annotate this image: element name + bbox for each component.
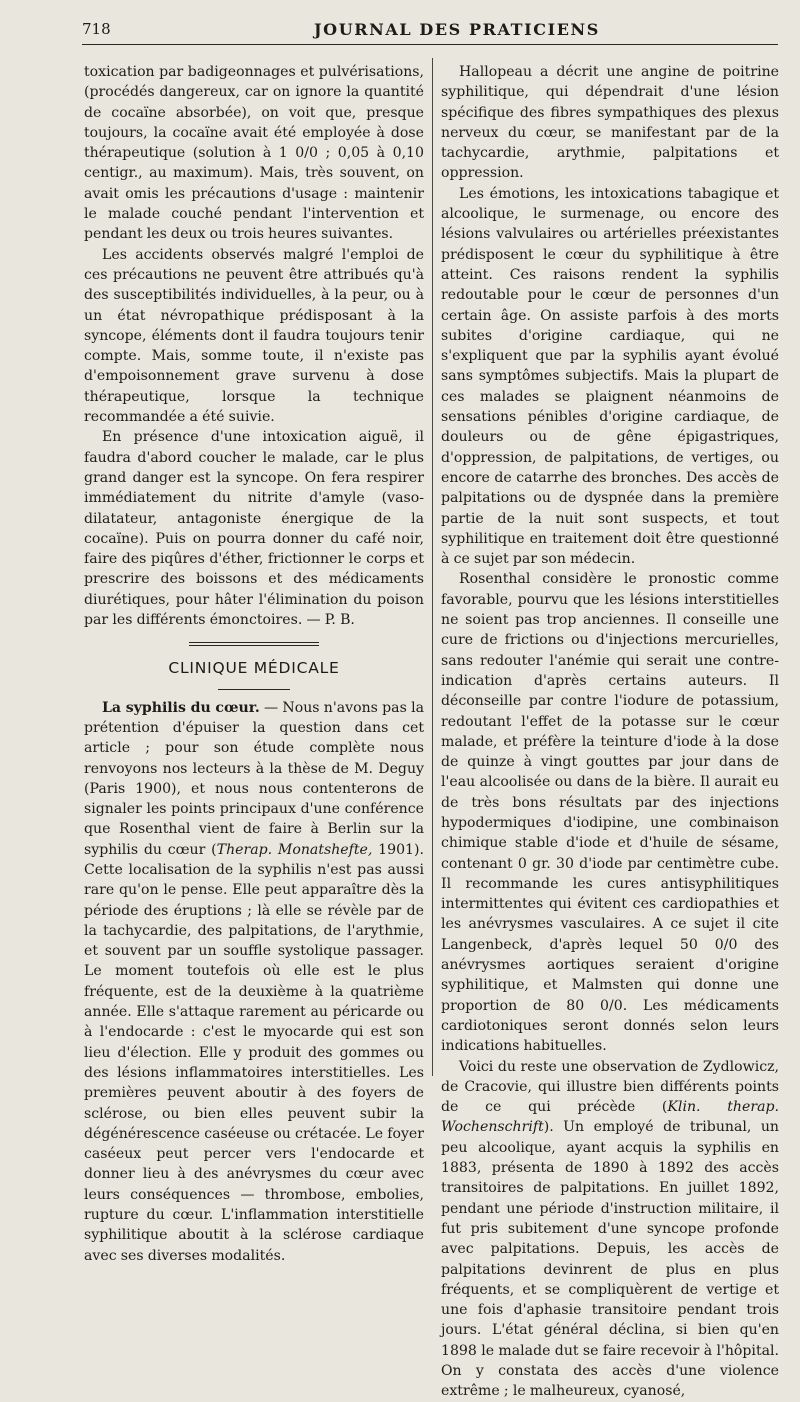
citation-therap-monatshefte: Therap. Monatshefte, bbox=[216, 841, 373, 858]
paragraph-precautions: Les accidents observés malgré l'emploi de ces précautions ne peuvent être attribués qu'à des susceptibilités individuelles, à la peur, ou à un état névropathique prédisposant à la syncope, éléments dont il faudra toujours tenir compte. Mais, somme toute, il n'existe pas d'empoisonnement grave survenu à dose thérapeutique, lorsque la technique recommandée a été suivie. bbox=[84, 246, 424, 426]
article-intro-paragraph bbox=[84, 698, 424, 1266]
page-number: 718 bbox=[82, 20, 111, 38]
section-title-rule bbox=[218, 689, 290, 690]
paragraph-rosenthal-treatment: Rosenthal considère le pronostic comme favorable, pourvu que les lésions interstitielles ne soient pas trop anciennes. Il conseille une cure de frictions ou d'injections mercurielles, sans redouter l'anémie qui serait une contre-indication d'après certains auteurs. Il déconseille par contre l'iodure de potassium, redoutant l'effet de la potasse sur le cœur malade, et préfère la teinture d'iode à la dose de quinze à vingt gouttes par jour dans de l'eau alcoolisée ou dans de la bière. Il aurait eu de très bons résultats par des injections hypodermiques d'iodipine, une combinaison chimique stable d'iode et d'huile de sésame, contenant 0 gr. 30 d'iode par centimètre cube. Il recommande les cures antisyphilitiques intermittentes qui évitent ces cardiopathies et les anévrysmes vasculaires. A ce sujet il cite Langenbeck, d'après lequel 50 0/0 des anévrysmes aortiques seraient d'origine syphilitique, et Malmsten qui donne une proportion de 80 0/0. Les médicaments cardiotoniques seront donnés selon leurs indications habituelles. bbox=[441, 571, 779, 1055]
paragraph-zydlowicz-observation bbox=[441, 1057, 779, 1402]
column-divider bbox=[432, 58, 433, 1076]
right-column bbox=[441, 62, 779, 1402]
paragraph-hallopeau: Hallopeau a décrit une angine de poitrine syphilitique, qui dépendrait d'une lésion spécifique des fibres sympathiques des plexus nerveux du cœur, se manifestant par de la tachycardie, arythmie, palpitations et oppression. bbox=[441, 64, 779, 182]
section-title: CLINIQUE MÉDICALE bbox=[168, 659, 340, 678]
article-title: La syphilis du cœur. bbox=[102, 699, 260, 716]
observation-text-a: Voici du reste une observation de Zydlowicz, de Cracovie, qui illustre bien différents points de ce qui précède ( bbox=[441, 1058, 779, 1116]
page-header bbox=[82, 18, 778, 45]
section-separator bbox=[189, 642, 319, 648]
paragraph-acute-intoxication: En présence d'une intoxication aiguë, il faudra d'abord coucher le malade, car le plus grand danger est la syncope. On fera respirer immédiatement du nitrite d'amyle (vaso-dilatateur, antagoniste énergique de la cocaïne). Puis on pourra donner du café noir, faire des piqûres d'éther, frictionner le corps et prescrire des boissons et des médicaments diurétiques, pour hâter l'élimination du poison par les différents émonctoires. — P. B. bbox=[84, 429, 424, 629]
paragraph-cocaine-continued: toxication par badigeonnages et pulvérisations, (procédés dangereux, car on ignore la quantité de cocaïne absorbée), on voit que, presque toujours, la cocaïne avait été employée à dose thérapeutique (solution à 1 0/0 ; 0,05 à 0,10 centigr., au maximum). Mais, très souvent, on avait omis les précautions d'usage : maintenir le malade couché pendant l'intervention et pendant les deux ou trois heures suivantes. bbox=[84, 64, 424, 243]
observation-text-b: ). Un employé de tribunal, un peu alcoolique, ayant acquis la syphilis en 1883, présenta de 1890 à 1892 des accès transitoires de palpitations. En juillet 1892, pendant une période d'instruction militaire, il fut pris subitement d'une syncope profonde avec palpitations. Depuis, les accès de palpitations devinrent de plus en plus fréquents, et se compliquèrent de vertige et une fois d'aphasie transitoire pendant trois jours. L'état général déclina, si bien qu'en 1898 le malade dut se faire recevoir à l'hôpital. On y constata des accès d'une violence extrême ; le malheureux, cyanosé, bbox=[441, 1119, 779, 1400]
article-text-b: 1901). Cette localisation de la syphilis n'est pas aussi rare qu'on le pense. Elle peut apparaître dès la période des éruptions ; là elle se révèle par de la tachycardie, des palpitations, de l'arythmie, et souvent par un souffle systolique passager. Le moment toutefois où elle est le plus fréquente, est de la deuxième à la quatrième année. Elle s'attaque rarement au péricarde ou à l'endocarde : c'est le myocarde qui est son lieu d'élection. Elle y produit des gommes ou des lésions inflammatoires interstitielles. Les premières peuvent aboutir à des foyers de sclérose, ou bien elles peuvent subir la dégénérescence caséeuse ou crétacée. Le foyer caséeux peut percer vers l'endocarde et donner lieu à des anévrysmes du cœur avec leurs conséquences — thrombose, embolies, rupture du cœur. L'inflammation interstitielle syphilitique aboutit à la sclérose cardiaque avec ses diverses modalités. bbox=[84, 841, 424, 1264]
citation-klin-therap: Klin. therap. Wochenschrift bbox=[441, 1099, 779, 1136]
paragraph-predisposing-factors: Les émotions, les intoxications tabagique et alcoolique, le surmenage, ou encore des lésions valvulaires ou artérielles préexistantes prédisposent le cœur du syphilitique à être atteint. Ces raisons rendent la syphilis redoutable pour le cœur de personnes d'un certain âge. On assiste parfois à des morts subites d'origine cardiaque, qui ne s'expliquent que par la syphilis ayant évolué sans symptômes subjectifs. Mais la plupart de ces malades se plaignent néanmoins de sensations pénibles d'origine cardiaque, de douleurs ou de gêne épigastriques, d'oppression, de palpitations, de vertiges, ou encore de catarrhe des bronches. Des accès de palpitations ou de dyspnée dans la première partie de la nuit sont suspects, et tout syphilitique en traitement doit être questionné à ce sujet par son médecin. bbox=[441, 185, 779, 568]
article-text-a: — Nous n'avons pas la prétention d'épuiser la question dans cet article ; pour son étude complète nous renvoyons nos lecteurs à la thèse de M. Deguy (Paris 1900), et nous nous contenterons de signaler les points principaux d'une conférence que Rosenthal vient de faire à Berlin sur la syphilis du cœur ( bbox=[84, 699, 424, 858]
left-column bbox=[84, 62, 424, 1266]
running-title: JOURNAL DES PRATICIENS bbox=[314, 20, 600, 39]
